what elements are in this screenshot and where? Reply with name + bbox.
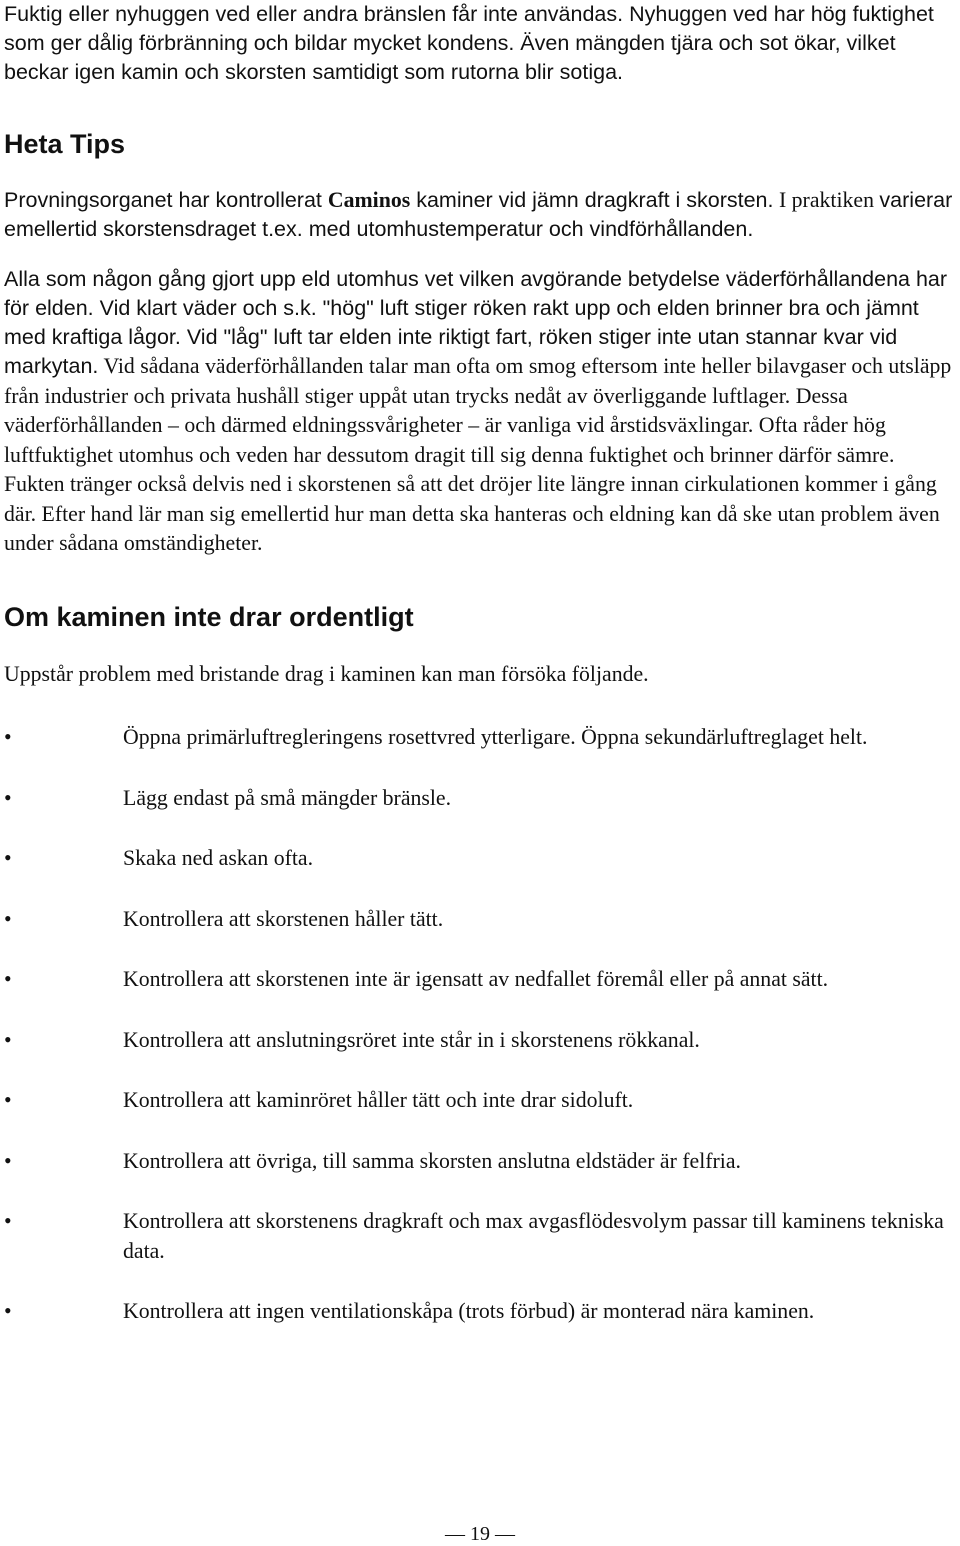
list-item: [4, 1297, 956, 1327]
list-item-text: Skaka ned askan ofta.: [123, 846, 314, 870]
text-run: I praktiken: [773, 188, 880, 212]
text-run: kaminer vid jämn dragkraft i skorsten.: [410, 188, 774, 212]
list-item: [4, 723, 956, 753]
list-item-text: Öppna primärluftregleringens rosettvred ytterligare. Öppna sekundärluftreglaget helt.: [123, 725, 868, 749]
list-item-text: Kontrollera att skorstenen inte är igensatt av nedfallet föremål eller på annat sätt.: [123, 967, 829, 991]
bullet-icon: •: [4, 1209, 12, 1233]
document-page: [4, 0, 956, 1327]
list-item: [4, 1207, 956, 1266]
list-item-text: Kontrollera att övriga, till samma skorsten anslutna eldstäder är felfria.: [123, 1148, 741, 1173]
section-heading-om-kaminen: Om kaminen inte drar ordentligt: [4, 601, 414, 632]
text-run: Provningsorganet har kontrollerat: [4, 188, 328, 212]
list-item: [4, 1147, 956, 1177]
bullet-icon: •: [4, 1088, 12, 1112]
bullet-icon: •: [4, 906, 12, 931]
text-run: varierar emellertid skorstensdraget t.ex. med utomhustemperatur och vindförhållanden.: [4, 188, 953, 241]
paragraph-provning: [4, 186, 956, 244]
bullet-icon: •: [4, 1027, 12, 1052]
list-item-text: Kontrollera att anslutningsröret inte står in i skorstenens rökkanal.: [123, 1027, 700, 1052]
list-item-text: Lägg endast på små mängder bränsle.: [123, 785, 452, 810]
list-item: [4, 965, 956, 995]
bullet-icon: •: [4, 725, 12, 749]
brand-name: Caminos: [327, 188, 411, 212]
bullet-icon: •: [4, 967, 12, 991]
list-item: [4, 905, 956, 935]
list-item-text: Kontrollera att skorstenens dragkraft och max avgasflödesvolym passar till kaminens tekniska data.: [123, 1209, 944, 1263]
list-item: [4, 1086, 956, 1116]
page-number: — 19 —: [445, 1523, 515, 1545]
bullet-icon: •: [4, 846, 12, 870]
intro-paragraph: Fuktig eller nyhuggen ved eller andra bränslen får inte användas. Nyhuggen ved har hög fuktighet som ger dålig förbränning och bildar mycket kondens. Även mängden tjära och sot ökar, vilket beckar igen kamin och skorsten samtidigt som rutorna blir sotiga.: [4, 2, 934, 84]
bullet-icon: •: [4, 785, 12, 810]
list-item: [4, 1026, 956, 1056]
section-heading-heta-tips: Heta Tips: [4, 129, 126, 159]
list-item: [4, 784, 956, 814]
list-item-text: Kontrollera att skorstenen håller tätt.: [123, 906, 444, 931]
bullet-icon: •: [4, 1148, 12, 1173]
paragraph-uppstar: Uppstår problem med bristande drag i kaminen kan man försöka följande.: [4, 661, 649, 686]
list-item-text: Kontrollera att kaminröret håller tätt och inte drar sidoluft.: [123, 1088, 634, 1112]
text-run: Vid sådana väderförhållanden talar man ofta om smog eftersom inte heller bilavgaser och utsläpp från industrier och privata hushåll stiger uppåt utan trycks nedåt av överliggande luftlager. Dessa väderförhållanden – och därmed eldningssvårigheter – är vanliga vid årstidsväxlingar. Ofta råder hög luftfuktighet utomhus och veden har dessutom dragit till sig denna fuktighet och brinner därför sämre. Fukten tränger också delvis ned i skorstenen så att det dröjer lite längre innan cirkulationen kommer i gång där. Efter hand lär man sig emellertid hur man detta ska hanteras och eldning kan då ske utan problem även under sådana omständigheter.: [4, 354, 952, 555]
checklist: [4, 723, 956, 1327]
list-item: [4, 844, 956, 874]
bullet-icon: •: [4, 1299, 12, 1323]
list-item-text: Kontrollera att ingen ventilationskåpa (trots förbud) är monterad nära kaminen.: [123, 1299, 815, 1323]
text-run: Alla som någon gång gjort upp eld utomhus vet vilken avgörande betydelse väderförhållandena har för elden. Vid klart väder och s.k. "hög" luft stiger röken rakt upp och elden brinner bra och jämnt med kraftiga lågor. Vid "låg" luft tar elden inte riktigt fart, röken stiger inte utan stannar kvar vid markytan.: [4, 267, 948, 378]
paragraph-vader: [4, 265, 956, 559]
